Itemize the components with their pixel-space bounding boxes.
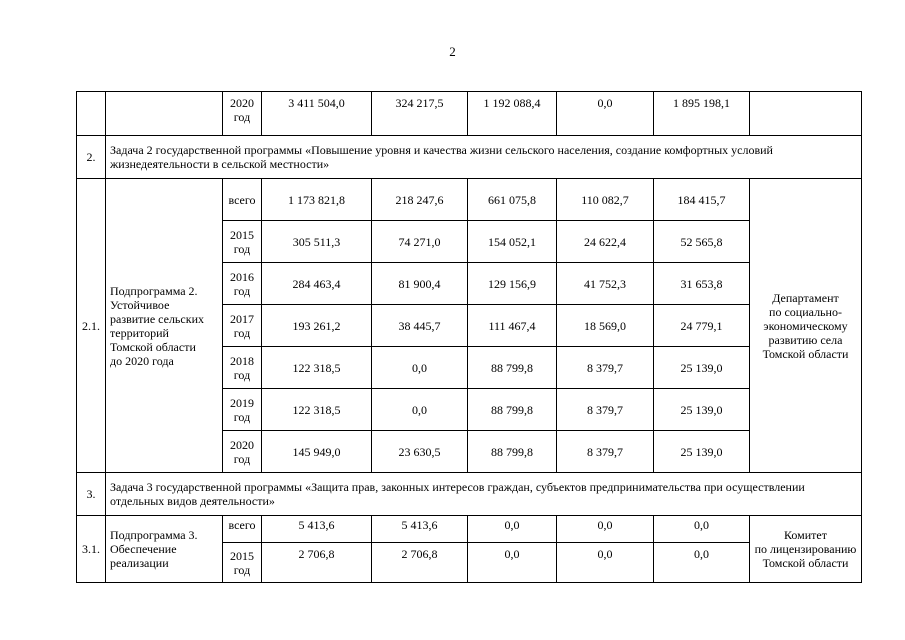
task-description: Задача 3 государственной программы «Защита прав, законных интересов граждан, субъектов предпринимательства при осуществлении отдельных видов деятельности» bbox=[106, 473, 862, 516]
subprogram-name bbox=[106, 179, 223, 473]
subprogram-name-line: Подпрограмма 3. bbox=[110, 528, 198, 542]
task-row bbox=[77, 473, 862, 516]
amount-cell: 25 139,0 bbox=[654, 347, 750, 389]
subprogram-name-line: Устойчивое bbox=[110, 297, 170, 312]
subprogram-name-line: до 2020 года bbox=[110, 353, 174, 368]
amount-cell: 0,0 bbox=[372, 347, 468, 389]
budget-table bbox=[76, 91, 862, 583]
executor-name-line: по лицензированию bbox=[754, 542, 857, 556]
year-cell: всего bbox=[223, 179, 262, 221]
table-row bbox=[77, 516, 862, 543]
executor-name-line: Департамент bbox=[772, 290, 839, 305]
year-cell: 2017 год bbox=[223, 305, 262, 347]
amount-cell: 23 630,5 bbox=[372, 431, 468, 473]
amount-cell: 193 261,2 bbox=[262, 305, 372, 347]
amount-cell: 0,0 bbox=[557, 516, 654, 543]
subprogram-name bbox=[106, 516, 223, 583]
amount-cell: 0,0 bbox=[468, 516, 557, 543]
amount-cell: 25 139,0 bbox=[654, 389, 750, 431]
subprogram-name-line: реализации bbox=[110, 556, 169, 570]
year-cell: всего bbox=[223, 516, 262, 543]
amount-cell: 25 139,0 bbox=[654, 431, 750, 473]
executor-name-line: по социально- bbox=[769, 304, 842, 319]
subprogram-index: 2.1. bbox=[77, 179, 106, 473]
year-cell: 2020 год bbox=[223, 431, 262, 473]
subprogram-name-line: Обеспечение bbox=[110, 542, 177, 556]
amount-cell: 122 318,5 bbox=[262, 347, 372, 389]
amount-cell: 129 156,9 bbox=[468, 263, 557, 305]
table-row bbox=[77, 92, 862, 136]
amount-cell: 110 082,7 bbox=[557, 179, 654, 221]
amount-cell: 0,0 bbox=[654, 543, 750, 583]
amount-cell: 8 379,7 bbox=[557, 389, 654, 431]
table-row bbox=[77, 179, 862, 221]
amount-cell: 122 318,5 bbox=[262, 389, 372, 431]
amount-cell: 88 799,8 bbox=[468, 431, 557, 473]
year-cell: 2018 год bbox=[223, 347, 262, 389]
amount-cell: 18 569,0 bbox=[557, 305, 654, 347]
amount-cell: 88 799,8 bbox=[468, 389, 557, 431]
executor-name bbox=[750, 179, 862, 473]
amount-cell: 8 379,7 bbox=[557, 347, 654, 389]
program-cell bbox=[106, 92, 223, 136]
amount-cell: 1 173 821,8 bbox=[262, 179, 372, 221]
amount-cell: 0,0 bbox=[468, 543, 557, 583]
task-index: 3. bbox=[77, 473, 106, 516]
year-cell: 2015 год bbox=[223, 221, 262, 263]
subprogram-name-line: развитие сельских bbox=[110, 311, 204, 326]
executor-name-line: экономическому bbox=[763, 318, 848, 333]
executor-cell bbox=[750, 92, 862, 136]
amount-cell: 2 706,8 bbox=[262, 543, 372, 583]
amount-cell: 305 511,3 bbox=[262, 221, 372, 263]
amount-cell: 324 217,5 bbox=[372, 92, 468, 136]
task-index: 2. bbox=[77, 136, 106, 179]
amount-cell: 154 052,1 bbox=[468, 221, 557, 263]
amount-cell: 24 622,4 bbox=[557, 221, 654, 263]
subprogram-name-line: территорий bbox=[110, 325, 169, 340]
year-cell: 2015 год bbox=[223, 543, 262, 583]
amount-cell: 145 949,0 bbox=[262, 431, 372, 473]
executor-name-line: Томской области bbox=[762, 556, 849, 570]
amount-cell: 0,0 bbox=[557, 92, 654, 136]
amount-cell: 3 411 504,0 bbox=[262, 92, 372, 136]
amount-cell: 38 445,7 bbox=[372, 305, 468, 347]
task-description: Задача 2 государственной программы «Повышение уровня и качества жизни сельского населения, создание комфортных условий жизнедеятельности в сельской местности» bbox=[106, 136, 862, 179]
index-cell bbox=[77, 92, 106, 136]
amount-cell: 8 379,7 bbox=[557, 431, 654, 473]
amount-cell: 111 467,4 bbox=[468, 305, 557, 347]
year-cell: 2016 год bbox=[223, 263, 262, 305]
amount-cell: 661 075,8 bbox=[468, 179, 557, 221]
executor-name-line: Комитет bbox=[783, 528, 827, 542]
subprogram-index: 3.1. bbox=[77, 516, 106, 583]
subprogram-name-line: Томской области bbox=[110, 339, 196, 354]
amount-cell: 0,0 bbox=[372, 389, 468, 431]
amount-cell: 31 653,8 bbox=[654, 263, 750, 305]
executor-name bbox=[750, 516, 862, 583]
amount-cell: 0,0 bbox=[557, 543, 654, 583]
amount-cell: 284 463,4 bbox=[262, 263, 372, 305]
amount-cell: 184 415,7 bbox=[654, 179, 750, 221]
executor-name-line: Томской области bbox=[762, 346, 849, 361]
amount-cell: 41 752,3 bbox=[557, 263, 654, 305]
page-number: 2 bbox=[449, 44, 456, 59]
table-body bbox=[77, 92, 862, 583]
amount-cell: 52 565,8 bbox=[654, 221, 750, 263]
amount-cell: 74 271,0 bbox=[372, 221, 468, 263]
year-cell: 2019 год bbox=[223, 389, 262, 431]
amount-cell: 1 895 198,1 bbox=[654, 92, 750, 136]
amount-cell: 5 413,6 bbox=[372, 516, 468, 543]
amount-cell: 218 247,6 bbox=[372, 179, 468, 221]
amount-cell: 2 706,8 bbox=[372, 543, 468, 583]
year-cell: 2020 год bbox=[223, 92, 262, 136]
subprogram-name-line: Подпрограмма 2. bbox=[110, 283, 198, 298]
executor-name-line: развитию села bbox=[768, 332, 843, 347]
task-row bbox=[77, 136, 862, 179]
amount-cell: 0,0 bbox=[654, 516, 750, 543]
amount-cell: 81 900,4 bbox=[372, 263, 468, 305]
amount-cell: 5 413,6 bbox=[262, 516, 372, 543]
amount-cell: 24 779,1 bbox=[654, 305, 750, 347]
amount-cell: 88 799,8 bbox=[468, 347, 557, 389]
amount-cell: 1 192 088,4 bbox=[468, 92, 557, 136]
